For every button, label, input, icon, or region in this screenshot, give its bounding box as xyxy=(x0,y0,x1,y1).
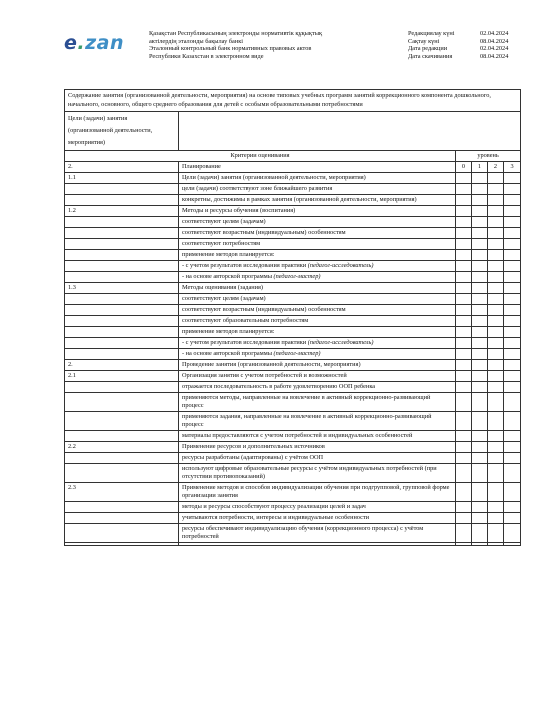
level-cell xyxy=(504,327,521,338)
level-cell xyxy=(472,431,488,442)
level-cell xyxy=(472,349,488,360)
row-text: Организация занятия с учетом потребностей и возможностей xyxy=(179,371,456,382)
level-cell xyxy=(488,173,504,184)
level-cell xyxy=(456,483,472,502)
row-text: Применение методов и способов индивидуализации обучения при подгрупповой, групповой форме организации занятия xyxy=(179,483,456,502)
level-cell xyxy=(488,502,504,513)
source-line: Республики Казахстан в электронном виде xyxy=(149,52,264,60)
row-text: применяются методы, направленные на вовлечение в активный коррекционно-развивающий процесс xyxy=(179,393,456,412)
level-cell xyxy=(456,316,472,327)
level-cell xyxy=(504,543,521,546)
level-cell xyxy=(488,305,504,316)
table-row xyxy=(65,250,521,261)
date-row: Сақтау күні 08.04.2024 xyxy=(408,37,509,45)
row-number xyxy=(65,327,179,338)
row-text: ресурсы обеспечивают индивидуализацию обучения (коррекционного процесса) с учётом потребностей xyxy=(179,524,456,543)
source-block xyxy=(149,30,322,60)
level-cell xyxy=(472,195,488,206)
level-cell xyxy=(472,184,488,195)
row-text: Применение ресурсов и дополнительных источников xyxy=(179,442,456,453)
level-cell xyxy=(456,217,472,228)
level-cell xyxy=(472,217,488,228)
level-cell xyxy=(488,239,504,250)
level-cell xyxy=(456,327,472,338)
level-cell xyxy=(456,261,472,272)
table-row xyxy=(65,228,521,239)
level-cell xyxy=(504,316,521,327)
level-cell xyxy=(488,294,504,305)
level-cell xyxy=(456,543,472,546)
table-row xyxy=(65,305,521,316)
level-cell: 3 xyxy=(504,162,521,173)
level-cell xyxy=(504,173,521,184)
level-cell xyxy=(472,502,488,513)
date-row: Дата скачивания 08.04.2024 xyxy=(408,52,509,60)
level-cell xyxy=(456,272,472,283)
table-row xyxy=(65,217,521,228)
row-number xyxy=(65,453,179,464)
level-cell xyxy=(504,338,521,349)
row-number xyxy=(65,261,179,272)
row-text: Методы и ресурсы обучения (воспитания) xyxy=(179,206,456,217)
level-cell xyxy=(488,206,504,217)
row-number xyxy=(65,228,179,239)
level-cell xyxy=(472,543,488,546)
level-cell xyxy=(456,305,472,316)
row-text: применение методов планируется: xyxy=(179,250,456,261)
table-row xyxy=(65,206,521,217)
row-text: - на основе авторской программы (педагог-мастер) xyxy=(179,349,456,360)
level-cell xyxy=(504,524,521,543)
row-number xyxy=(65,543,179,546)
table-row xyxy=(65,195,521,206)
level-cell xyxy=(456,349,472,360)
row-text: материалы предоставляются с учетом потребностей и индивидуальных особенностей xyxy=(179,431,456,442)
table-row xyxy=(65,349,521,360)
level-cell xyxy=(456,524,472,543)
row-number xyxy=(65,349,179,360)
level-cell xyxy=(488,431,504,442)
table-row xyxy=(65,184,521,195)
level-cell xyxy=(472,393,488,412)
row-text: методы и ресурсы способствуют процессу реализации целей и задач xyxy=(179,502,456,513)
level-cell xyxy=(456,195,472,206)
level-cell xyxy=(472,272,488,283)
level-cell xyxy=(488,283,504,294)
table-row xyxy=(65,431,521,442)
goals-value xyxy=(179,112,521,151)
level-cell xyxy=(488,195,504,206)
level-cell xyxy=(456,431,472,442)
level-cell xyxy=(456,360,472,371)
level-cell xyxy=(488,272,504,283)
level-cell xyxy=(456,173,472,184)
source-line: актілердің эталонды бақылау банкі xyxy=(149,37,244,45)
level-header: уровень xyxy=(456,151,521,162)
table-row xyxy=(65,338,521,349)
level-cell xyxy=(472,464,488,483)
table-row xyxy=(65,316,521,327)
row-text: соответствуют целям (задачам) xyxy=(179,294,456,305)
level-cell xyxy=(504,261,521,272)
level-cell xyxy=(488,338,504,349)
level-cell xyxy=(504,184,521,195)
row-number xyxy=(65,195,179,206)
level-cell xyxy=(488,349,504,360)
table-row xyxy=(65,513,521,524)
table-row xyxy=(65,464,521,483)
level-cell xyxy=(504,483,521,502)
level-cell xyxy=(456,184,472,195)
level-cell xyxy=(488,393,504,412)
level-cell xyxy=(472,305,488,316)
row-text: соответствуют возрастным (индивидуальным) особенностям xyxy=(179,305,456,316)
table-row xyxy=(65,272,521,283)
row-number xyxy=(65,513,179,524)
level-cell xyxy=(504,239,521,250)
intro-text: Содержание занятия (организованной деятельности, мероприятия) на основе типовых учебных программ занятий коррекционного компонента дошкольного, начального, основного, общего среднего образования для детей с особыми образовательными потребностями xyxy=(65,90,521,112)
level-cell xyxy=(456,338,472,349)
row-text: соответствуют образовательным потребностям xyxy=(179,316,456,327)
level-cell xyxy=(504,431,521,442)
row-number xyxy=(65,272,179,283)
level-cell xyxy=(456,382,472,393)
level-cell xyxy=(472,412,488,431)
level-cell xyxy=(504,294,521,305)
level-cell xyxy=(488,464,504,483)
level-cell xyxy=(488,217,504,228)
table-row xyxy=(65,412,521,431)
level-cell xyxy=(456,250,472,261)
level-cell xyxy=(456,464,472,483)
level-cell xyxy=(488,184,504,195)
level-cell xyxy=(456,502,472,513)
row-text: применяются задания, направленные на вовлечение в активный коррекционно-развивающий процесс xyxy=(179,412,456,431)
level-cell xyxy=(504,371,521,382)
level-cell xyxy=(472,360,488,371)
level-cell xyxy=(488,327,504,338)
level-cell xyxy=(504,360,521,371)
criteria-header-row xyxy=(65,151,521,162)
table-row xyxy=(65,371,521,382)
row-text: Методы оценивания (задания) xyxy=(179,283,456,294)
row-number: 2.3 xyxy=(65,483,179,502)
row-number xyxy=(65,524,179,543)
row-text: соответствуют потребностям xyxy=(179,239,456,250)
level-cell xyxy=(488,228,504,239)
level-cell xyxy=(488,371,504,382)
level-cell xyxy=(504,412,521,431)
row-text: ресурсы разработаны (адаптированы) с учётом ООП xyxy=(179,453,456,464)
table-row xyxy=(65,382,521,393)
level-cell xyxy=(488,382,504,393)
row-number xyxy=(65,305,179,316)
table-row xyxy=(65,393,521,412)
level-cell xyxy=(456,294,472,305)
level-cell xyxy=(504,305,521,316)
table-row xyxy=(65,543,521,546)
level-cell xyxy=(472,261,488,272)
level-cell xyxy=(456,393,472,412)
row-number xyxy=(65,239,179,250)
level-cell xyxy=(472,250,488,261)
level-cell xyxy=(504,502,521,513)
row-number: 2. xyxy=(65,162,179,173)
level-cell xyxy=(488,316,504,327)
level-cell xyxy=(472,173,488,184)
row-number xyxy=(65,217,179,228)
row-text xyxy=(179,543,456,546)
intro-row xyxy=(65,90,521,112)
row-number xyxy=(65,184,179,195)
row-number: 1.2 xyxy=(65,206,179,217)
level-cell: 1 xyxy=(472,162,488,173)
level-cell xyxy=(472,524,488,543)
level-cell xyxy=(456,283,472,294)
row-text: Цели (задачи) занятия (организованной деятельности, мероприятия) xyxy=(179,173,456,184)
level-cell xyxy=(456,228,472,239)
level-cell xyxy=(472,283,488,294)
level-cell xyxy=(472,228,488,239)
level-cell xyxy=(488,453,504,464)
table-row xyxy=(65,327,521,338)
row-text: - с учетом результатов исследования практики (педагог-исследователь) xyxy=(179,338,456,349)
level-cell xyxy=(488,483,504,502)
level-cell xyxy=(472,442,488,453)
row-number xyxy=(65,382,179,393)
level-cell xyxy=(504,217,521,228)
criteria-header: Критерии оценивания xyxy=(65,151,456,162)
level-cell xyxy=(488,261,504,272)
row-number xyxy=(65,338,179,349)
level-cell xyxy=(488,250,504,261)
level-cell xyxy=(504,464,521,483)
row-text: - на основе авторской программы (педагог-мастер) xyxy=(179,272,456,283)
table-row xyxy=(65,442,521,453)
level-cell xyxy=(472,338,488,349)
row-text: применение методов планируется: xyxy=(179,327,456,338)
row-number: 2.2 xyxy=(65,442,179,453)
level-cell xyxy=(488,524,504,543)
row-text: конкретны, достижимы в рамках занятия (организованной деятельности, мероприятия) xyxy=(179,195,456,206)
level-cell xyxy=(472,382,488,393)
table-row xyxy=(65,502,521,513)
level-cell: 0 xyxy=(456,162,472,173)
row-number xyxy=(65,250,179,261)
level-cell xyxy=(456,442,472,453)
row-text: учитываются потребности, интересы и индивидуальные особенности xyxy=(179,513,456,524)
table-row xyxy=(65,524,521,543)
source-line: Қазақстан Республикасының электронды нормативтік құқықтық xyxy=(149,30,323,37)
row-text: - с учетом результатов исследования практики (педагог-исследователь) xyxy=(179,261,456,272)
row-number xyxy=(65,464,179,483)
row-number: 2. xyxy=(65,360,179,371)
level-cell xyxy=(504,206,521,217)
date-row: Дата редакции 02.04.2024 xyxy=(408,45,509,53)
level-cell xyxy=(504,195,521,206)
row-text: Проведение занятия (организованной деятельности, мероприятия) xyxy=(179,360,456,371)
level-cell xyxy=(504,349,521,360)
table-row xyxy=(65,360,521,371)
level-cell xyxy=(456,239,472,250)
level-cell xyxy=(456,412,472,431)
level-cell xyxy=(456,206,472,217)
level-cell xyxy=(504,272,521,283)
level-cell xyxy=(488,442,504,453)
level-cell xyxy=(504,453,521,464)
ezan-logo: e.zan xyxy=(64,32,125,54)
level-cell xyxy=(472,316,488,327)
row-number xyxy=(65,412,179,431)
level-cell xyxy=(472,453,488,464)
level-cell xyxy=(504,442,521,453)
level-cell xyxy=(504,513,521,524)
row-text: Планирование xyxy=(179,162,456,173)
row-text: отражается последовательность в работе удовлетворению ООП ребенка xyxy=(179,382,456,393)
goals-label: Цели (задачи) занятия (организованной деятельности, мероприятия) xyxy=(65,112,179,151)
row-number xyxy=(65,502,179,513)
row-number: 1.3 xyxy=(65,283,179,294)
level-cell: 2 xyxy=(488,162,504,173)
level-cell xyxy=(456,513,472,524)
table-row xyxy=(65,162,521,173)
level-cell xyxy=(504,228,521,239)
level-cell xyxy=(488,412,504,431)
level-cell xyxy=(504,283,521,294)
table-row xyxy=(65,483,521,502)
level-cell xyxy=(488,513,504,524)
table-row xyxy=(65,261,521,272)
level-cell xyxy=(472,327,488,338)
level-cell xyxy=(504,393,521,412)
goals-row xyxy=(65,112,521,151)
level-cell xyxy=(488,543,504,546)
level-cell xyxy=(472,294,488,305)
table-row xyxy=(65,283,521,294)
level-cell xyxy=(488,360,504,371)
level-cell xyxy=(504,382,521,393)
evaluation-table xyxy=(64,89,521,546)
row-text: соответствуют целям (задачам) xyxy=(179,217,456,228)
row-text: соответствуют возрастным (индивидуальным) особенностям xyxy=(179,228,456,239)
table-row xyxy=(65,173,521,184)
row-number xyxy=(65,294,179,305)
level-cell xyxy=(472,239,488,250)
level-cell xyxy=(456,453,472,464)
row-text: цели (задачи) соответствуют зоне ближайшего развития xyxy=(179,184,456,195)
level-cell xyxy=(456,371,472,382)
level-cell xyxy=(472,206,488,217)
source-line: Эталонный контрольный банк нормативных правовых актов xyxy=(149,45,312,53)
level-cell xyxy=(472,513,488,524)
dates-block xyxy=(408,30,520,60)
table-row xyxy=(65,294,521,305)
level-cell xyxy=(472,371,488,382)
level-cell xyxy=(472,483,488,502)
table-row xyxy=(65,453,521,464)
row-number: 1.1 xyxy=(65,173,179,184)
row-number xyxy=(65,431,179,442)
row-number xyxy=(65,316,179,327)
row-number: 2.1 xyxy=(65,371,179,382)
table-row xyxy=(65,239,521,250)
level-cell xyxy=(504,250,521,261)
row-text: используют цифровые образовательные ресурсы с учётом индивидуальных потребностей (при отсутствии противопоказаний) xyxy=(179,464,456,483)
date-row: Редакциялау күні 02.04.2024 xyxy=(408,30,509,37)
row-number xyxy=(65,393,179,412)
